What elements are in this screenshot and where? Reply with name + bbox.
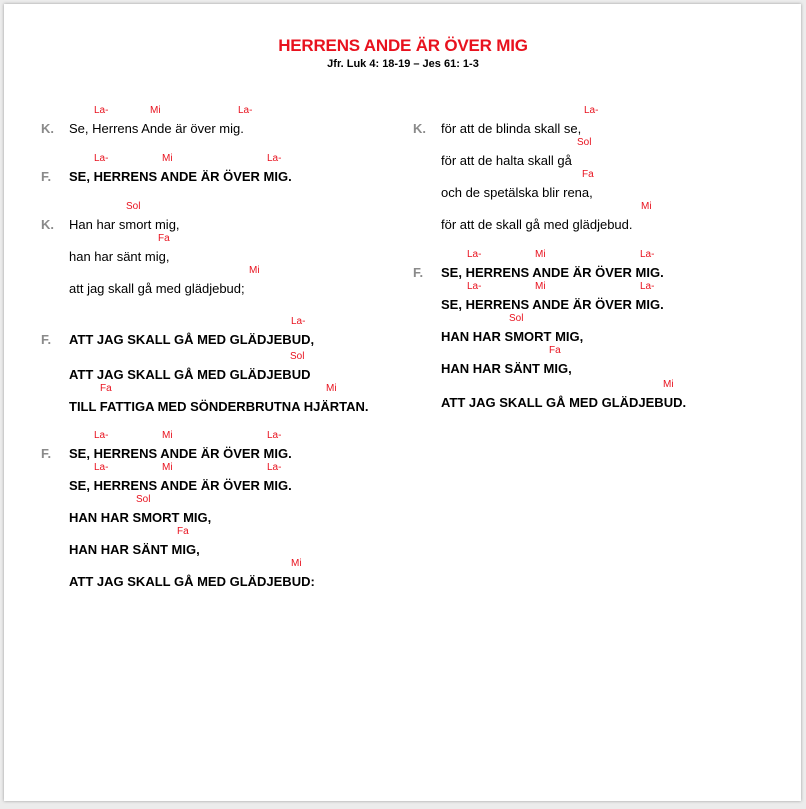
chord-label: Mi bbox=[150, 105, 161, 116]
lyric-line: ATT JAG SKALL GÅ MED GLÄDJEBUD, bbox=[69, 332, 315, 347]
role-label: F. bbox=[41, 446, 52, 461]
chord-label: Mi bbox=[162, 153, 173, 164]
chord-label: Fa bbox=[549, 345, 561, 356]
role-label: F. bbox=[41, 169, 52, 184]
lyric-line: och de spetälska blir rena, bbox=[441, 185, 593, 200]
chord-label: Mi bbox=[641, 201, 652, 212]
lyric-line: Han har smort mig, bbox=[69, 217, 180, 232]
lyric-line: att jag skall gå med glädjebud; bbox=[69, 281, 245, 296]
lyric-line: TILL FATTIGA MED SÖNDERBRUTNA HJÄRTAN. bbox=[69, 399, 369, 414]
chord-label: La- bbox=[467, 281, 482, 292]
lyric-line: SE, HERRENS ANDE ÄR ÖVER MIG. bbox=[69, 478, 292, 493]
lyric-line: SE, HERRENS ANDE ÄR ÖVER MIG. bbox=[69, 446, 292, 461]
lyric-line: för att de blinda skall se, bbox=[441, 121, 582, 136]
chord-label: La- bbox=[640, 249, 655, 260]
chord-label: Sol bbox=[126, 201, 141, 212]
scripture-reference: Jfr. Luk 4: 18-19 – Jes 61: 1-3 bbox=[327, 58, 479, 70]
role-label: K. bbox=[41, 121, 54, 136]
chord-label: La- bbox=[94, 462, 109, 473]
lyric-line: ATT JAG SKALL GÅ MED GLÄDJEBUD. bbox=[441, 395, 687, 410]
chord-label: Sol bbox=[577, 137, 592, 148]
role-label: K. bbox=[41, 217, 54, 232]
chord-label: La- bbox=[267, 462, 282, 473]
chord-label: La- bbox=[94, 430, 109, 441]
chord-label: Sol bbox=[136, 494, 151, 505]
song-title: HERRENS ANDE ÄR ÖVER MIG bbox=[278, 36, 528, 55]
chord-label: Sol bbox=[290, 351, 305, 362]
chord-label: Mi bbox=[535, 281, 546, 292]
lyric-line: för att de halta skall gå bbox=[441, 153, 572, 168]
chord-label: La- bbox=[238, 105, 253, 116]
chord-label: La- bbox=[267, 153, 282, 164]
lyric-line: HAN HAR SÄNT MIG, bbox=[441, 361, 572, 376]
lyric-line: SE, HERRENS ANDE ÄR ÖVER MIG. bbox=[69, 169, 292, 184]
chord-label: Fa bbox=[582, 169, 594, 180]
chord-label: Mi bbox=[291, 558, 302, 569]
chord-label: La- bbox=[291, 316, 306, 327]
chord-label: Fa bbox=[177, 526, 189, 537]
chord-label: Sol bbox=[509, 313, 524, 324]
lyric-line: för att de skall gå med glädjebud. bbox=[441, 217, 633, 232]
chord-label: Mi bbox=[326, 383, 337, 394]
lyric-line: han har sänt mig, bbox=[69, 249, 170, 264]
chord-label: Mi bbox=[535, 249, 546, 260]
chord-label: La- bbox=[94, 153, 109, 164]
lyric-line: ATT JAG SKALL GÅ MED GLÄDJEBUD bbox=[69, 367, 311, 382]
lyric-line: SE, HERRENS ANDE ÄR ÖVER MIG. bbox=[441, 297, 664, 312]
role-label: F. bbox=[41, 332, 52, 347]
chord-label: La- bbox=[94, 105, 109, 116]
chord-label: Fa bbox=[100, 383, 112, 394]
chord-label: Mi bbox=[249, 265, 260, 276]
lyric-line: HAN HAR SMORT MIG, bbox=[441, 329, 584, 344]
lyric-line: HAN HAR SÄNT MIG, bbox=[69, 542, 200, 557]
chord-label: Fa bbox=[158, 233, 170, 244]
chord-label: La- bbox=[640, 281, 655, 292]
chord-label: Mi bbox=[162, 430, 173, 441]
chord-label: Mi bbox=[162, 462, 173, 473]
lyric-line: Se, Herrens Ande är över mig. bbox=[69, 121, 244, 136]
lyric-line: ATT JAG SKALL GÅ MED GLÄDJEBUD: bbox=[69, 574, 315, 589]
role-label: F. bbox=[413, 265, 424, 280]
chord-label: La- bbox=[584, 105, 599, 116]
chord-label: La- bbox=[267, 430, 282, 441]
lyric-line: SE, HERRENS ANDE ÄR ÖVER MIG. bbox=[441, 265, 664, 280]
chord-label: Mi bbox=[663, 379, 674, 390]
role-label: K. bbox=[413, 121, 426, 136]
lyric-line: HAN HAR SMORT MIG, bbox=[69, 510, 212, 525]
chord-label: La- bbox=[467, 249, 482, 260]
